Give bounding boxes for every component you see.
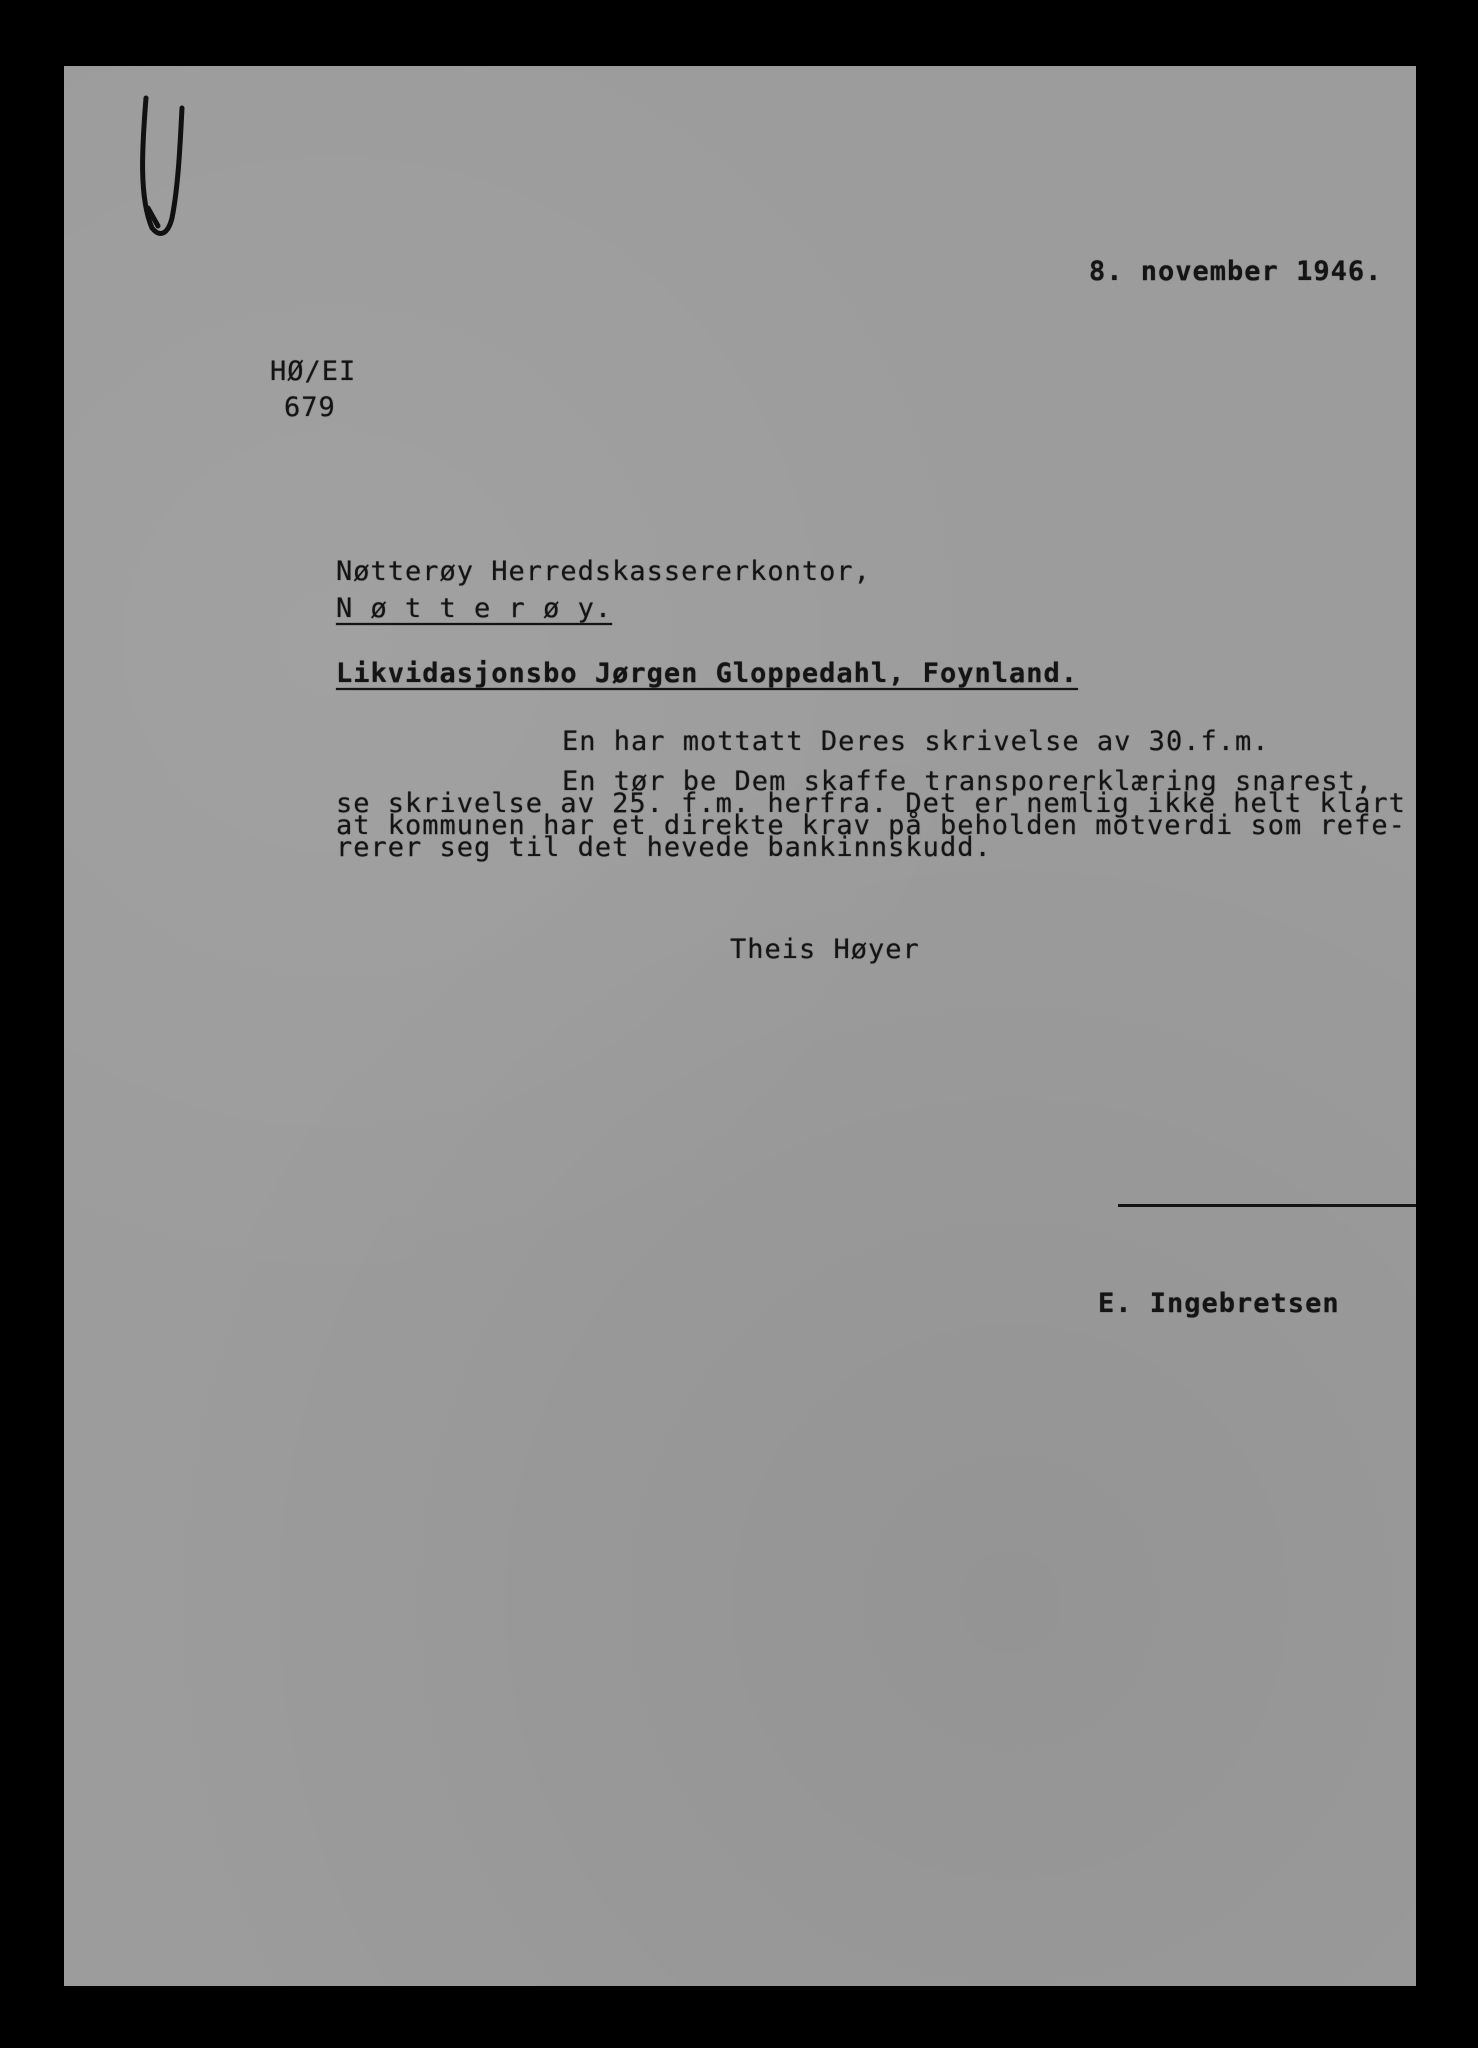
handwritten-mark bbox=[134, 88, 194, 238]
recipient-place: N ø t t e r ø y. bbox=[336, 593, 613, 624]
paragraph-2-line-4: rerer seg til det hevede bankinnskudd. bbox=[336, 832, 992, 863]
recipient-name: Nøtterøy Herredskassererkontor, bbox=[336, 556, 871, 587]
signature-typed-2: E. Ingebretsen bbox=[1098, 1288, 1340, 1319]
reference-code: HØ/EI bbox=[270, 356, 357, 387]
signature-typed-1: Theis Høyer bbox=[730, 934, 920, 965]
paragraph-1: En har mottatt Deres skrivelse av 30.f.m. bbox=[562, 726, 1270, 757]
letter-date: 8. november 1946. bbox=[1089, 256, 1383, 287]
document-page bbox=[64, 66, 1416, 1986]
paragraph-2-line-1: En tør be Dem skaffe transporerklæring snarest, bbox=[562, 766, 1374, 797]
signature-line bbox=[1118, 1204, 1416, 1207]
paragraph-2-line-2: se skrivelse av 25. f.m. herfra. Det er nemlig ikke helt klart bbox=[336, 788, 1406, 819]
reference-number: 679 bbox=[284, 392, 336, 423]
letter-subject: Likvidasjonsbo Jørgen Gloppedahl, Foynland. bbox=[336, 658, 1078, 689]
paragraph-2-line-3: at kommunen har et direkte krav på beholden motverdi som refe- bbox=[336, 810, 1406, 841]
